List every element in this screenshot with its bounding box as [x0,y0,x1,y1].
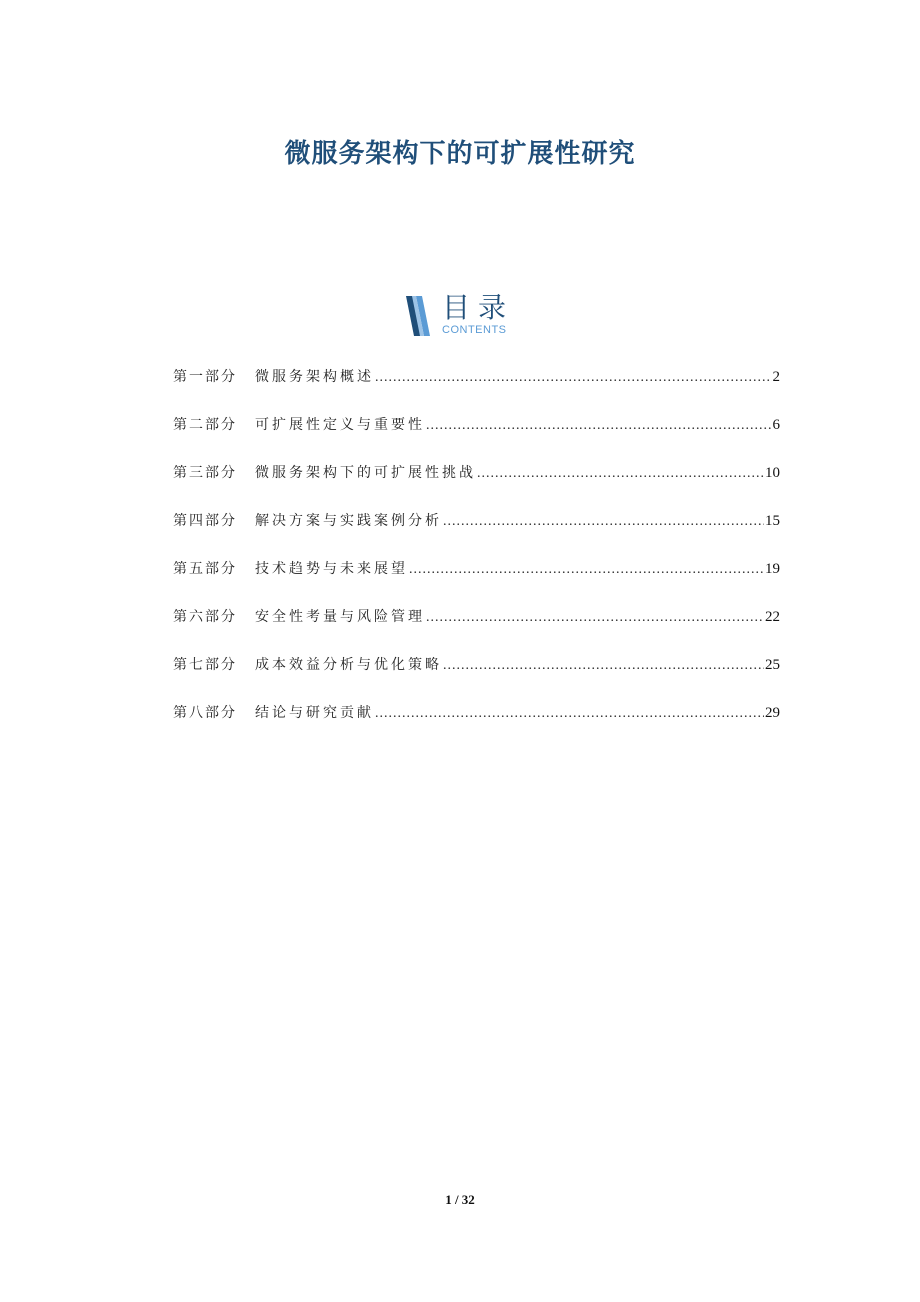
toc-entry[interactable] [173,462,780,510]
toc-dot-leader [375,367,772,389]
toc-entry-page: 19 [765,561,780,577]
toc-entry-part: 第二部分 [173,417,237,433]
toc-subheading: CONTENTS [442,324,507,336]
toc-dot-leader [426,415,772,437]
toc-entry-part: 第四部分 [173,513,237,529]
toc-entry-part: 第八部分 [173,705,237,721]
toc-book-icon [404,294,434,338]
toc-entry-page: 6 [772,417,780,433]
toc-entry[interactable] [173,414,780,462]
toc-entry-part: 第三部分 [173,465,237,481]
toc-entry[interactable] [173,558,780,606]
toc-entry[interactable] [173,702,780,750]
toc-entry-title: 解决方案与实践案例分析 [255,513,442,529]
toc-dot-leader [375,703,764,725]
toc-dot-leader [477,463,764,485]
toc-entry-title: 安全性考量与风险管理 [255,609,425,625]
toc-entry-part: 第六部分 [173,609,237,625]
toc-entry-title: 技术趋势与未来展望 [255,561,408,577]
page-number: 1 / 32 [445,1192,475,1207]
document-title: 微服务架构下的可扩展性研究 [284,139,636,170]
toc-entry-page: 10 [765,465,780,481]
toc-entry-title: 结论与研究贡献 [255,705,374,721]
toc-entry-page: 15 [765,513,780,529]
toc-entry-title: 微服务架构概述 [255,369,374,385]
toc-entry-page: 29 [765,705,780,721]
toc-entry[interactable] [173,366,780,414]
toc-entry-page: 22 [765,609,780,625]
toc-list [173,366,780,750]
toc-entry[interactable] [173,510,780,558]
toc-dot-leader [409,559,764,581]
toc-entry[interactable] [173,654,780,702]
toc-entry-title: 可扩展性定义与重要性 [255,417,425,433]
toc-dot-leader [426,607,764,629]
toc-entry-title: 微服务架构下的可扩展性挑战 [255,465,476,481]
toc-entry-part: 第七部分 [173,657,237,673]
toc-dot-leader [443,511,764,533]
toc-dot-leader [443,655,764,677]
toc-entry[interactable] [173,606,780,654]
toc-header [404,292,544,340]
toc-entry-page: 25 [765,657,780,673]
toc-entry-part: 第一部分 [173,369,237,385]
toc-entry-title: 成本效益分析与优化策略 [255,657,442,673]
toc-heading: 目录 [442,291,515,324]
toc-entry-part: 第五部分 [173,561,237,577]
toc-entry-page: 2 [772,369,780,385]
